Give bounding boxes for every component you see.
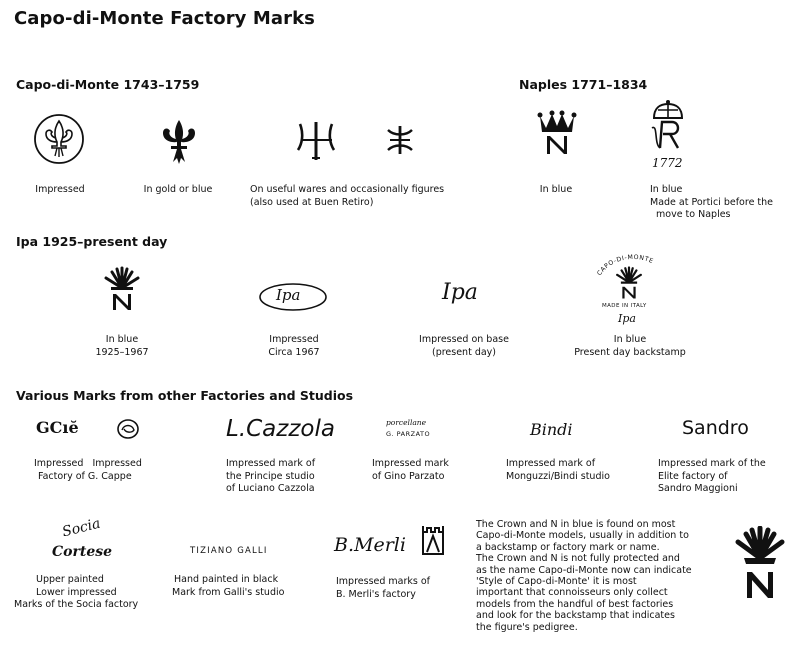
crown-note-line: models from the handful of best factories <box>476 598 674 610</box>
crown-note-line: The Crown and N is not fully protected and <box>476 553 680 565</box>
merli-tower-mark <box>420 524 446 556</box>
cappe-mark: GCıĕ <box>36 418 79 437</box>
fleur-de-lis-circle-mark <box>32 112 86 166</box>
caption-naples-portici: In blue Made at Portici before the move to Naples <box>650 184 774 220</box>
socia-lower-mark: Cortese <box>52 544 113 560</box>
section-heading-capodimonte: Capo-di-Monte 1743–1759 <box>16 77 200 92</box>
caption-ipa-base: Impressed on base (present day) <box>419 334 509 358</box>
caption-ipa-backstamp: In blue Present day backstamp <box>574 334 686 358</box>
section-heading-various: Various Marks from other Factories and Studios <box>16 388 354 403</box>
page-title: Capo-di-Monte Factory Marks <box>14 8 316 29</box>
parzato-mark-line2: G. PARZATO <box>386 430 431 438</box>
crown-note-line: important that connoisseurs only collect <box>476 587 668 599</box>
svg-text:CAPO-DI-MONTE: CAPO-DI-MONTE <box>595 253 655 278</box>
cappe-circle-mark <box>116 418 140 440</box>
caption-cdm-useful: On useful wares and occasionally figures (also used at Buen Retiro) <box>250 184 445 208</box>
cazzola-mark: L.Cazzola <box>226 416 335 442</box>
caption-merli: Impressed marks of B. Merli's factory <box>336 576 431 600</box>
crown-note-line: 'Style of Capo-di-Monte' it is most <box>476 576 637 588</box>
bindi-mark: Bindi <box>530 420 573 439</box>
caption-ipa-impressed: Impressed Circa 1967 <box>268 334 320 358</box>
caption-bindi: Impressed mark of Monguzzi/Bindi studio <box>506 458 610 482</box>
backstamp-script: Ipa <box>618 312 636 325</box>
section-heading-naples: Naples 1771–1834 <box>519 77 648 92</box>
ipa-oval-text: Ipa <box>276 286 301 304</box>
caption-naples-blue: In blue <box>539 184 573 195</box>
caption-socia: Upper painted Lower impressed Marks of the Socia factory <box>14 574 139 610</box>
caption-cazzola: Impressed mark of the Principe studio of Luciano Cazzola <box>226 458 316 494</box>
crown-note-line: the figure's pedigree. <box>476 621 578 633</box>
ipa-script-mark: Ipa <box>442 280 478 305</box>
crown-note-line: and look for the backstamp that indicates <box>476 610 675 622</box>
trident-glyph-mark <box>294 118 340 164</box>
caption-galli: Hand painted in black Mark from Galli's studio <box>172 574 285 598</box>
naples-year-mark: 1772 <box>652 156 683 170</box>
star-glyph-mark <box>384 124 416 158</box>
crown-note-line: Capo-di-Monte models, usually in addition to <box>476 530 689 542</box>
crown-note-paragraph <box>476 519 726 633</box>
crown-note-line: The Crown and N in blue is found on most <box>476 519 676 530</box>
large-crown-n-mark <box>734 526 786 602</box>
caption-cdm-gold: In gold or blue <box>143 184 213 195</box>
crown-n-blue-mark <box>102 266 142 312</box>
crown-r-monogram-mark <box>646 100 690 154</box>
backstamp-small-text: MADE IN ITALY <box>602 303 647 309</box>
section-heading-ipa: Ipa 1925–present day <box>16 234 168 249</box>
caption-parzato: Impressed mark of Gino Parzato <box>372 458 449 482</box>
caption-cappe: Impressed Impressed Factory of G. Cappe <box>34 458 142 482</box>
galli-mark: TIZIANO GALLI <box>190 546 268 556</box>
sandro-mark: Sandro <box>682 417 749 439</box>
fleur-de-lis-solid-mark <box>160 118 198 166</box>
caption-cdm-impressed: Impressed <box>35 184 85 195</box>
crown-n-mark <box>536 108 578 156</box>
caption-ipa-blue: In blue 1925–1967 <box>95 334 149 358</box>
socia-upper-mark: Socia <box>60 515 103 541</box>
parzato-mark-line1: porcellane <box>386 418 427 427</box>
crown-note-line: as the name Capo-di-Monte now can indicate <box>476 564 692 576</box>
caption-sandro: Impressed mark of the Elite factory of Sandro Maggioni <box>658 458 766 494</box>
merli-mark: B.Merli <box>334 534 406 556</box>
crown-note-line: a backstamp or factory mark or name. <box>476 541 660 553</box>
backstamp-crown-n-icon <box>614 266 644 300</box>
